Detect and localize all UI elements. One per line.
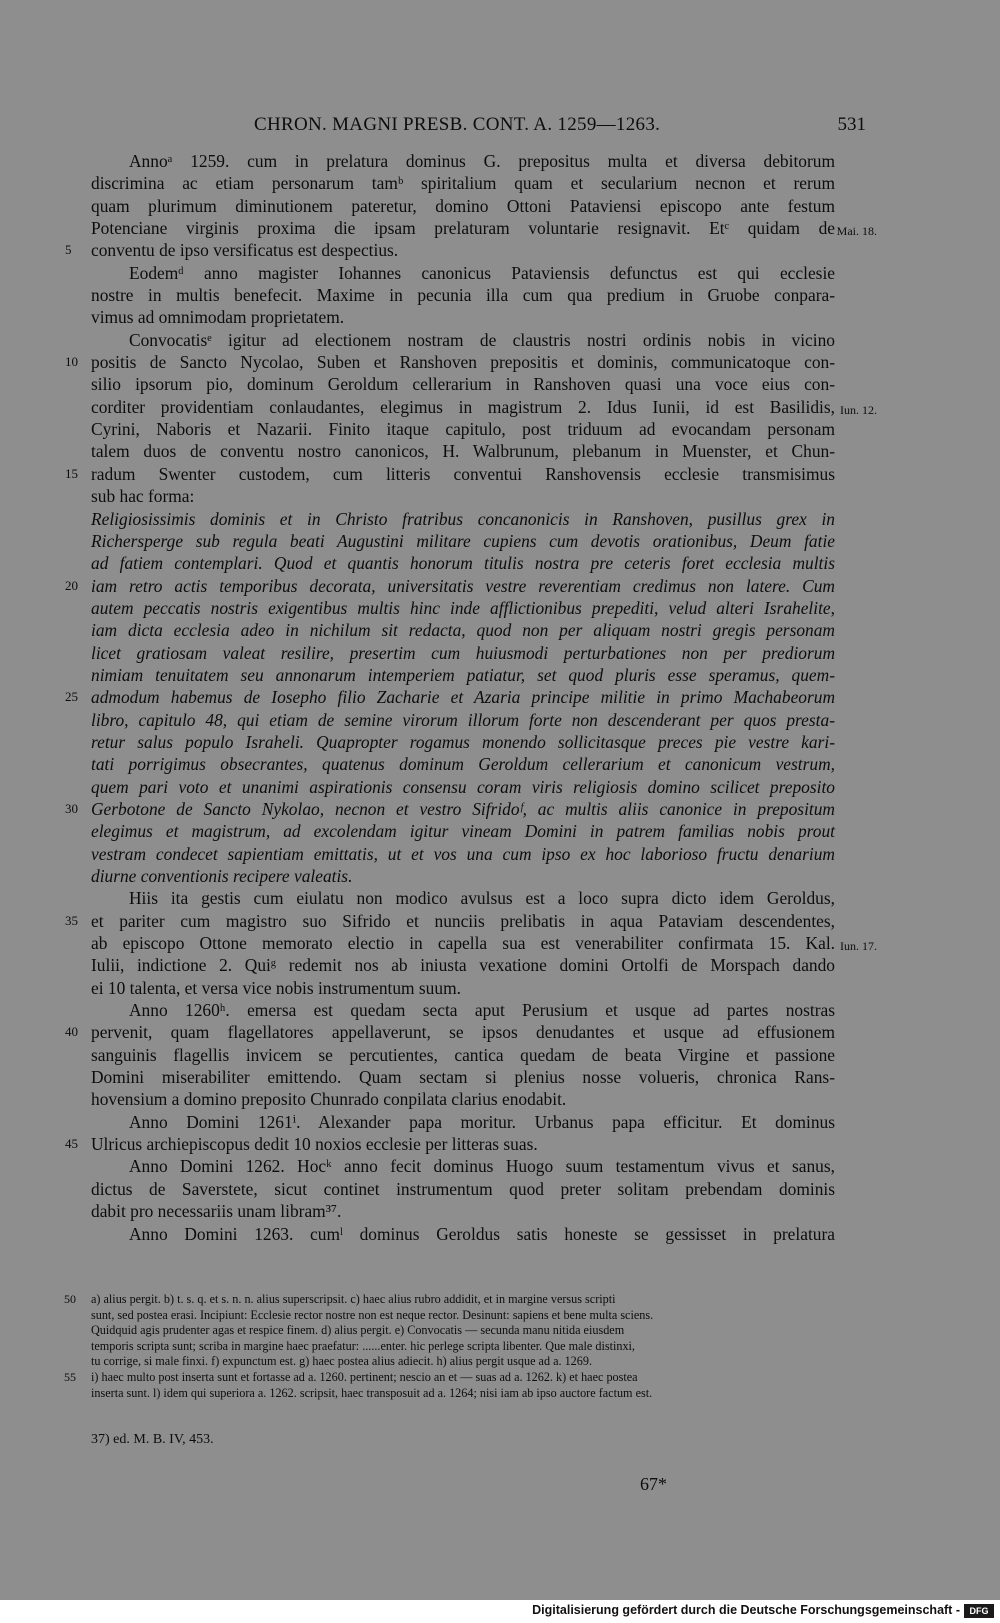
text-line xyxy=(65,351,835,373)
text-line-content: licet gratiosam valeat resilire, presertim cum huiusmodi perturbationes non per prediorum xyxy=(91,642,835,663)
line-number: 40 xyxy=(65,1024,78,1040)
text-line-content: elegimus et magistrum, ad excolendam igitur vineam Domini in patrem familias nobis prout xyxy=(91,821,835,842)
footnote-line xyxy=(91,1308,835,1324)
line-number: 25 xyxy=(65,689,78,705)
text-line-content: positis de Sancto Nycolao, Suben et Ranshoven prepositis et dominis, communicatoque con- xyxy=(91,352,835,373)
text-line xyxy=(91,843,835,865)
text-line xyxy=(91,262,835,284)
text-line xyxy=(91,552,835,574)
dfg-banner-text: Digitalisierung gefördert durch die Deutsche Forschungsgemeinschaft - xyxy=(532,1603,960,1617)
footnote-line-content: tu corrige, si male finxi. f) expunctum est. g) haec postea alius adiecit. h) alius pergit usque ad a. 1269. xyxy=(91,1354,593,1369)
text-line-content: corditer providentiam conlaudantes, elegimus in magistrum 2. Idus Iunii, id est Basilidis, xyxy=(91,396,835,417)
text-line xyxy=(91,776,835,798)
text-line-content: Eodemᵈ anno magister Iohannes canonicus Pataviensis defunctus est qui ecclesie xyxy=(129,262,835,283)
text-line xyxy=(91,664,835,686)
footnote-line-content: temporis scripta sunt; scriba in margine haec praefatur: ......enter. hic perlege scripta libenter. Que male distinxi, xyxy=(91,1338,635,1353)
text-line xyxy=(91,1200,835,1222)
text-line-content: Cyrini, Naboris et Nazarii. Finito itaque capitulo, post triduum ad evocandam personam xyxy=(91,419,835,440)
text-line xyxy=(91,1178,835,1200)
text-line xyxy=(91,418,835,440)
text-line-content: Anno Domini 1263. cumˡ dominus Geroldus satis honeste se gessisset in prelatura xyxy=(129,1223,835,1244)
text-line-content: vimus ad omnimodam proprietatem. xyxy=(91,307,345,328)
text-line-content: et pariter cum magistro suo Sifrido et nunciis prelibatis in aqua Pataviam descendentes, xyxy=(91,910,835,931)
text-line xyxy=(91,932,877,954)
text-line-content: Iulii, indictione 2. Quiᵍ redemit nos ab iniusta vexatione domini Ortolfi de Morspach dando xyxy=(91,955,835,976)
text-line-content: diurne conventionis recipere valeatis. xyxy=(91,866,353,886)
text-line xyxy=(91,1223,835,1245)
text-line xyxy=(91,999,835,1021)
text-line-content: sub hac forma: xyxy=(91,486,195,507)
text-line xyxy=(65,575,835,597)
text-line-content: tati porrigimus obsecrantes, quatenus dominum Geroldum cellerarium et canonicum vestrum, xyxy=(91,754,835,775)
line-number: 45 xyxy=(65,1136,78,1152)
text-line-content: Religiosissimis dominis et in Christo fratribus concanonicis in Ranshoven, pusillus grex in xyxy=(91,508,835,529)
text-line xyxy=(91,753,835,775)
text-line-content: nimiam tenuitatem seu annonarum intemperiem patiatur, set quod pluris esse speramus, quem- xyxy=(91,664,835,685)
text-line xyxy=(65,1133,835,1155)
text-line xyxy=(91,642,835,664)
line-number: 10 xyxy=(65,354,78,370)
text-line-content: vestram condecet sapientiam emittatis, ut et vos una cum ipso ex hoc laborioso fructu denarium xyxy=(91,843,835,864)
running-title: CHRON. MAGNI PRESB. CONT. A. 1259—1263. xyxy=(254,114,661,135)
text-line-content: hovensium a domino preposito Chunrado conpilata clarius enodabit. xyxy=(91,1089,567,1110)
text-line-content: quem pari voto et unanimi aspirationis consensu coram viris religiosis domino scilicet preposito xyxy=(91,776,835,797)
text-line-content: Ulricus archiepiscopus dedit 10 noxios ecclesie per litteras suas. xyxy=(91,1134,538,1155)
margin-date-note: Iun. 17. xyxy=(840,939,877,954)
text-line-content: libro, capitulo 48, qui etiam de semine virorum illorum forte non descenderant per quos presta- xyxy=(91,709,835,730)
text-line xyxy=(91,731,835,753)
text-line-content: radum Swenter custodem, cum litteris conventui Ranshovensis ecclesie transmisimus xyxy=(91,463,835,484)
line-number: 5 xyxy=(65,242,72,258)
text-line-content: sanguinis flagellis invicem se percutientes, cantica quedam de beata Virgine et passione xyxy=(91,1044,835,1065)
text-line xyxy=(65,686,835,708)
text-line-content: Hiis ita gestis cum eiulatu non modico avulsus est a loco supra dicto idem Geroldus, xyxy=(129,888,835,909)
text-line-content: Anno 1260ʰ. emersa est quedam secta aput Perusium et usque ad partes nostras xyxy=(129,1000,835,1021)
footnote-line xyxy=(91,1354,835,1370)
footnote-line xyxy=(91,1323,835,1339)
text-line xyxy=(91,195,835,217)
text-line xyxy=(91,954,835,976)
text-line xyxy=(91,1088,835,1110)
text-line-content: Annoᵃ 1259. cum in prelatura dominus G. prepositus multa et diversa debitorum xyxy=(129,151,835,171)
text-line-content: ad fatiem contemplari. Quod et quantis honorum titulis nostra pre ceteris foret ecclesia multis xyxy=(91,553,835,574)
dfg-logo-icon: DFG xyxy=(964,1604,994,1618)
footnote-37: 37) ed. M. B. IV, 453. xyxy=(91,1432,214,1447)
text-line xyxy=(65,239,835,261)
text-line-content: Gerbotone de Sancto Nykolao, necnon et vestro Sifridoᶠ, ac multis aliis canonice in prepositum xyxy=(91,798,835,819)
footnote-line-content: a) alius pergit. b) t. s. q. et s. n. n. alius superscripsit. c) haec alius rubro addidit, et in margine versus scripti xyxy=(91,1292,616,1306)
margin-date-note: Mai. 18. xyxy=(836,224,877,239)
text-line xyxy=(91,887,835,909)
text-line-content: Convocatisᵉ igitur ad electionem nostram de claustris nostri ordinis nobis in vicino xyxy=(129,329,835,350)
text-line xyxy=(91,284,835,306)
text-line-content: discrimina ac etiam personarum tamᵇ spiritalium quam et secularium necnon et rerum xyxy=(91,173,835,194)
footnote-line xyxy=(64,1292,835,1308)
text-line-content: Anno Domini 1261ⁱ. Alexander papa moritur. Urbanus papa efficitur. Et dominus xyxy=(129,1111,835,1132)
footnote-line-number: 50 xyxy=(64,1292,76,1306)
text-line-content: pervenit, quam flagellatores appellaverunt, se ipsos denudantes et usque ad effusionem xyxy=(91,1022,835,1043)
text-line xyxy=(65,798,835,820)
text-line-content: ab episcopo Ottone memorato electio in capella sua est venerabiliter confirmata 15. Kal. xyxy=(91,933,835,954)
text-line xyxy=(91,508,835,530)
text-line xyxy=(65,910,835,932)
text-line-content: nostre in multis benefecit. Maxime in pecunia illa cum qua predium in Gruobe conpara- xyxy=(91,285,835,306)
text-line xyxy=(91,530,835,552)
text-line-content: dabit pro necessariis unam libram³⁷. xyxy=(91,1201,342,1222)
text-line-content: Richersperge sub regula beati Augustini militare cupiens cum devotis orationibus, Deum fatie xyxy=(91,530,835,551)
text-line xyxy=(91,150,835,172)
text-line xyxy=(91,172,835,194)
footnote-line xyxy=(91,1386,835,1402)
footnote-line-content: sunt, sed postea erasi. Incipiunt: Ecclesie rector nostre non est neque rector. Desinunt: sapiens et bene multa sciens. xyxy=(91,1307,654,1322)
line-number: 15 xyxy=(65,465,78,481)
text-line xyxy=(91,709,835,731)
text-line xyxy=(91,597,835,619)
text-line xyxy=(91,865,835,887)
footnote-line-content: i) haec multo post inserta sunt et fortasse ad a. 1260. pertinent; nescio an et — suas ad a. 1262. k) et haec postea xyxy=(91,1369,638,1384)
text-line-content: Anno Domini 1262. Hocᵏ anno fecit dominus Huogo suum testamentum vivus et sanus, xyxy=(129,1156,835,1177)
text-line-content: iam dicta ecclesia adeo in nichilum sit redacta, quod non per aliquam nostri gregis personam xyxy=(91,620,835,641)
sheet-signature: 67* xyxy=(640,1474,667,1494)
text-line-content: Domini miserabiliter emittendo. Quam sectam si plenius nosse volueris, chronica Rans- xyxy=(91,1067,835,1088)
text-line-content: admodum habemus de Iosepho filio Zacharie et Azaria principe militie in primo Machabeorum xyxy=(91,687,835,708)
text-line-content: Potenciane virginis proxima die ipsam prelaturam voluntarie resignavit. Etᶜ quidam de xyxy=(91,218,835,239)
footnote-line-number: 55 xyxy=(64,1369,76,1384)
text-line-content: iam retro actis temporibus decorata, universitatis vestre reverentiam credimus non latere. Cum xyxy=(91,575,835,596)
text-line xyxy=(91,373,835,395)
text-line xyxy=(91,217,877,239)
text-line xyxy=(91,396,877,418)
text-line xyxy=(91,619,835,641)
dfg-banner xyxy=(0,1600,1000,1623)
text-line-content: autem peccatis nostris exigentibus multis hinc inde afflictionibus prepediti, velud alteri Israhelite, xyxy=(91,597,835,618)
line-number: 20 xyxy=(65,577,78,593)
footnote-line xyxy=(64,1369,835,1386)
line-number: 30 xyxy=(65,800,78,816)
footnote-line-content: Quidquid agis prudenter agas et respice finem. d) alius pergit. e) Convocatis — secunda manu nitida eiusdem xyxy=(91,1323,625,1338)
text-line xyxy=(91,440,835,462)
text-line-content: conventu de ipso versificatus est despectius. xyxy=(91,240,399,261)
text-line-content: ei 10 talenta, et versa vice nobis instrumentum suum. xyxy=(91,977,461,998)
margin-date-note: Iun. 12. xyxy=(840,402,877,417)
footnote-line-content: inserta sunt. l) idem qui superiora a. 1262. scripsit, haec transposuit ad a. 1264; nisi iam ab ipso auctore factum est. xyxy=(91,1385,653,1400)
text-line xyxy=(91,1155,835,1177)
text-line xyxy=(91,820,835,842)
text-line-content: talem duos de conventu nostro canonicos, H. Walbrunum, plebanum in Muenster, et Chun- xyxy=(91,441,835,462)
footnote-line xyxy=(91,1339,835,1355)
text-line-content: silio ipsorum pio, dominum Geroldum cellerarium in Ranshoven quasi una voce eius con- xyxy=(91,374,835,395)
page-number: 531 xyxy=(837,114,866,135)
apparatus-footnotes xyxy=(64,1292,835,1401)
text-line xyxy=(65,463,835,485)
text-line-content: dictus de Saverstete, sicut continet instrumentum quod preter solitam prebendam dominis xyxy=(91,1178,835,1199)
text-line xyxy=(91,1044,835,1066)
text-line xyxy=(91,1066,835,1088)
text-line xyxy=(91,485,835,507)
running-header xyxy=(0,114,1000,140)
body-text xyxy=(65,150,877,1245)
text-line-content: quam plurimum diminutionem pateretur, domino Ottoni Pataviensi episcopo ante festum xyxy=(91,195,835,216)
text-line xyxy=(91,977,835,999)
text-line xyxy=(91,329,835,351)
line-number: 35 xyxy=(65,912,78,928)
text-line xyxy=(65,1021,835,1043)
text-line xyxy=(91,1111,835,1133)
text-line xyxy=(91,306,835,328)
text-line-content: retur salus populo Israheli. Quapropter rogamus monendo sollicitasque preces pie vestre kari- xyxy=(91,731,835,752)
